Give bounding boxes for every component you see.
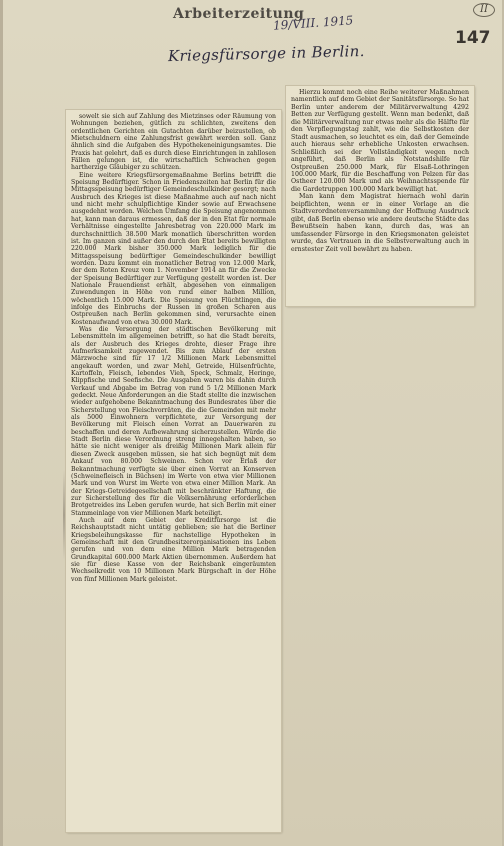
article-paragraph: Hierzu kommt noch eine Reihe weiterer Maßnahmen namentlich auf dem Gebiet der Sanitätsfürsorge. So hat Berlin unter anderem der Militärverwaltung 4292 Betten zur Verfügung gestellt. Wenn man bedenkt, daß die Militärverwaltung nur etwas mehr als die Hälfte für den Verpflegungstag zahlt, wie die Selbstkosten der Stadt ausmachen, so leuchtet es ein, daß der Gemeinde auch hieraus sehr erhebliche Unkosten erwachsen. Schließlich sei der Vollständigkeit wegen noch angeführt, daß Berlin als Notstandshilfe für Ostpreußen 250.000 Mark, für Elsaß-Lothringen 100.000 Mark, für die Beschaffung von Pelzen für das Ostheer 120.000 Mark und als Weihnachtsspende für die Gardetruppen 100.000 Mark bewilligt hat. (291, 89, 469, 193)
article-paragraph: Was die Versorgung der städtischen Bevölkerung mit Lebensmitteln im allgemeinen betrifft, so hat die Stadt bereits, als der Ausbruch des Krieges drohte, dieser Frage ihre Aufmerksamkeit zugewendet. Bis zum Ablauf der ersten Märzwoche sind für 17 1/2 Millionen Mark Lebensmittel angekauft worden, und zwar Mehl, Getreide, Hülsenfrüchte, Kartoffeln, Fleisch, lebendes Vieh, Speck, Schmalz, Heringe, Klippfische und Seefische. Die Ausgaben waren bis dahin durch Verkauf und Abgabe im Betrag von rund 5 1/2 Millionen Mark gedeckt. Neue Anforderungen an die Stadt stellte die inzwischen wieder aufgehobene Bekanntmachung des Bundesrates über die Sicherstellung von Fleischvorräten, die die Gemeinden mit mehr als 5000 Einwohnern verpflichtete, zur Versorgung der Bevölkerung mit Fleisch einen Vorrat an Dauerwaren zu beschaffen und deren Aufbewahrung sicherzustellen. Würde die Stadt Berlin diese Verordnung streng innegehalten haben, so hätte sie nicht weniger als dreißig Millionen Mark allein für diesen Zweck ausgeben müssen, sie hat sich begnügt mit dem Ankauf von 80.000 Schweinen. Schon vor Erlaß der Bekanntmachung verfügte sie über einen Vorrat an Konserven (Schweinefleisch in Büchsen) im Werte von etwa vier Millionen Mark und von Wurst im Werte von etwa einer Million Mark. An der Kriegs-Getreidegesellschaft mit beschränkter Haftung, die zur Sicherstellung des für die Volksernährung erforderlichen Brotgetreides ins Leben gerufen wurde, hat sich Berlin mit einer Stammeinlage von vier Millionen Mark beteiligt. (71, 325, 276, 517)
handwritten-date: 19/VIII. 1915 (272, 13, 354, 33)
clipping-right-column (286, 86, 474, 306)
handwritten-title: Kriegsfürsorge in Berlin. (167, 41, 365, 66)
article-paragraph: Eine weitere Kriegsfürsorgemaßnahme Berlins betrifft die Speisung Bedürftiger. Schon in Friedenszeiten hat Berlin für die Mittagsspeisung bedürftiger Gemeindeschulkinder gesorgt; nach Ausbruch des Krieges ist diese Maßnahme auch auf nach nicht und nicht mehr schulpflichtige Kinder sowie auf Erwachsene ausgedehnt worden. Welchen Umfang die Speisung angenommen hat, kann man daraus ermessen, daß der in den Etat für normale Verhältnisse eingestellte Jahresbetrag von 220.000 Mark im durchschnittlich 38.500 Mark monatlich überschritten worden ist. Im ganzen sind außer den durch den Etat bereits bewilligten 220.000 Mark bisher 350.000 Mark lediglich für die Mittagsspeisung bedürftiger Gemeindeschulkinder bewilligt worden. Dazu kommt ein monatlicher Betrag von 12.000 Mark, der dem Roten Kreuz vom 1. November 1914 an für die Zwecke der Speisung Bedürftiger zur Verfügung gestellt worden ist. Der Nationale Frauendienst erhält, abgesehen von einmaligen Zuwendungen in Höhe von rund einer halben Million, wöchentlich 15.000 Mark. Die Speisung von Flüchtlingen, die infolge des Einbruchs der Russen in großen Scharen aus Ostpreußen nach Berlin gekommen sind, verursachte einen Kostenaufwand von etwa 30.000 Mark. (71, 171, 276, 326)
article-paragraph: Man kann dem Magistrat hiernach wohl darin beipflichten, wenn er in einer Vorlage an die Stadtverordnetenversammlung der Hoffnung Ausdruck gibt, daß Berlin ebenso wie andere deutsche Städte das Bewußtsein haben kann, durch das, was an umfassender Fürsorge in den Kriegsmonaten geleistet wurde, das Vertrauen in die Selbstverwaltung auch in ernstester Zeit voll bewährt zu haben. (291, 193, 469, 253)
corner-mark: II (473, 3, 495, 17)
article-paragraph: sowelt sie sich auf Zahlung des Mietzinses oder Räumung von Wohnungen beziehen, gütlich zu schlichten, zweitens den ordentlichen Gerichten ein Gutachten darüber beizustellen, ob Mietschuldnern eine Zahlungsfrist gewährt werden soll. Ganz ähnlich sind die Aufgaben des Hypothekeneinigungsamtes. Die Praxis hat gelehrt, daß es durch diese Einrichtungen in zahllosen Fällen gelungen ist, die wirtschaftlich Schwachen gegen hartherzige Gläubiger zu schützen. (71, 113, 276, 172)
article-paragraph: Auch auf dem Gebiet der Kreditfürsorge ist die Reichshauptstadt nicht untätig geblieben; sie hat die Berliner Kriegsbeleihungskasse für nachstellige Hypotheken in Gemeinschaft mit den Grundbesitzerorganisationen ins Leben gerufen und von dem eine Million Mark betragenden Grundkapital 600.000 Mark Aktien übernommen. Außerdem hat sie für diese Kasse von der Reichsbank eingeräumten Wechselkredit von 10 Millionen Mark Bürgschaft in der Höhe von fünf Millionen Mark geleistet. (71, 516, 276, 583)
page-number: 147 (455, 28, 491, 48)
clipping-left-column (66, 110, 281, 832)
newspaper-masthead: Arbeiterzeitung (173, 6, 305, 22)
pencil-mark (63, 470, 65, 560)
